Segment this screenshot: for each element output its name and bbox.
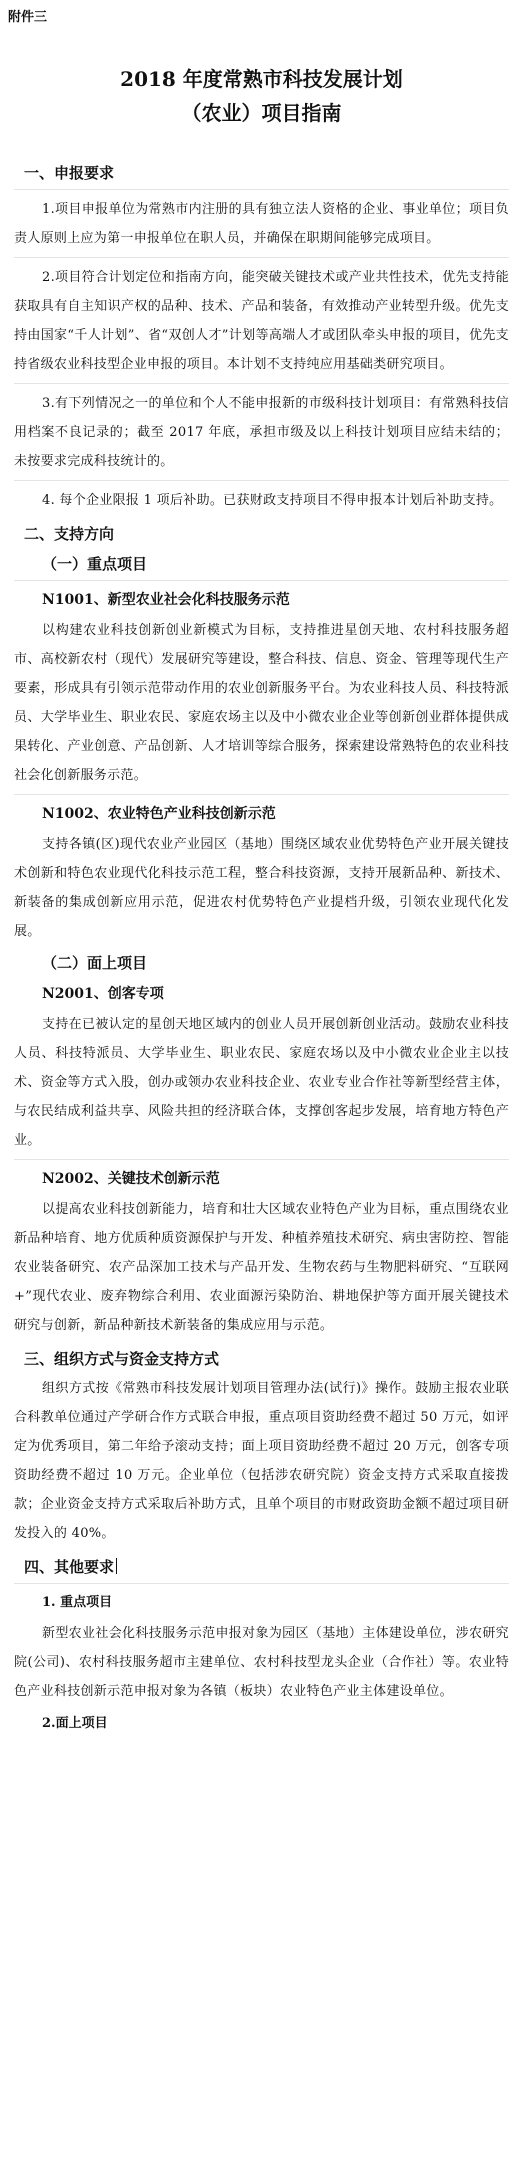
attachment-label: 附件三 <box>8 10 48 25</box>
subheading-key-projects: （一）重点项目 <box>42 555 148 573</box>
paragraph-req-2: 2.项目符合计划定位和指南方向，能突破关键技术或产业共性技术，优先支持能获取具有自主知识产权的品种、技术、产品和装备，有效推动产业转型升级。优先支持由国家“千人计划”、省“双创人才”计划等高端人才或团队牵头申报的项目，优先支持省级农业科技型企业申报的项目。本计划不支持纯应用基础类研究项目。 <box>14 270 509 372</box>
document-subtitle: （农业）项目指南 <box>181 101 342 125</box>
paragraph-n2001: 支持在已被认定的星创天地区域内的创业人员开展创新创业活动。鼓励农业科技人员、科技特派员、大学毕业生、职业农民、家庭农场以及中小微农业企业主以技术、资金等方式入股，创办或领办农业科技企业、农业专业合作社等新型经营主体，与农民结成利益共享、风险共担的经济联合体，支撑创客起步发展，培育地方特色产业。 <box>14 1017 509 1148</box>
divider <box>14 580 509 581</box>
divider <box>14 1583 509 1584</box>
section-heading-text: 四、其他要求 <box>24 1558 115 1576</box>
paragraph-req-3: 3.有下列情况之一的单位和个人不能申报新的市级科技计划项目：有常熟科技信用档案不良记录的；截至 2017 年底，承担市级及以上科技计划项目应结未结的；未按要求完成科技统计的。 <box>14 396 509 469</box>
subheading-general-projects: （二）面上项目 <box>42 954 148 972</box>
item-code-n1002: N1002、农业特色产业科技创新示范 <box>42 806 276 822</box>
paragraph-req-4: 4. 每个企业限报 1 项后补助。已获财政支持项目不得申报本计划后补助支持。 <box>42 493 503 508</box>
paragraph-n1001: 以构建农业科技创新创业新模式为目标，支持推进星创天地、农村科技服务超市、高校新农村（现代）发展研究等建设，整合科技、信息、资金、管理等现代生产要素，形成具有引领示范带动作用的农业创新服务平台。为农业科技人员、科技特派员、大学毕业生、职业农民、家庭农场主以及中小微农业企业等创新创业群体提供成果转化、产业创意、产品创新、人才培训等综合服务，探索建设常熟特色的农业科技社会化创新服务示范。 <box>14 623 509 783</box>
paragraph-n1002: 支持各镇(区)现代农业产业园区（基地）围绕区域农业优势特色产业开展关键技术创新和特色农业现代化科技示范工程，整合科技资源，支持开展新品种、新技术、新装备的集成创新应用示范，促进农村优势特色产业提档升级，引领农业现代化发展。 <box>14 837 509 939</box>
paragraph-req-1: 1.项目申报单位为常熟市内注册的具有独立法人资格的企业、事业单位；项目负责人原则上应为第一申报单位在职人员，并确保在职期间能够完成项目。 <box>14 202 509 246</box>
divider <box>14 257 509 258</box>
divider <box>14 1159 509 1160</box>
divider <box>14 794 509 795</box>
paragraph-organization: 组织方式按《常熟市科技发展计划项目管理办法(试行)》操作。鼓励主报农业联合科教单位通过产学研合作方式联合申报，重点项目资助经费不超过 50 万元，如评定为优秀项目，第二年给予滚动支持；面上项目资助经费不超过 20 万元，创客专项资助经费不超过 10 万元。企业单位（包括涉农研究院）资金支持方式采取直接拨款；企业资金支持方式采取后补助方式，且单个项目的市财政资助金额不超过项目研发投入的 40%。 <box>14 1381 509 1541</box>
item-code-n2002: N2002、关键技术创新示范 <box>42 1171 220 1187</box>
divider <box>14 480 509 481</box>
subheading-key-project-req: 1. 重点项目 <box>42 1595 113 1610</box>
paragraph-n2002: 以提高农业科技创新能力，培育和壮大区域农业特色产业为目标，重点围绕农业新品种培育、地方优质种质资源保护与开发、种植养殖技术研究、病虫害防控、智能农业装备研究、农产品深加工技术与产品开发、生物农药与生物肥料研究、“互联网+”现代农业、废弃物综合利用、农业面源污染防治、耕地保护等方面开展关键技术研究与创新，新品种新技术新装备的集成应用与示范。 <box>14 1202 509 1333</box>
section-heading-organization: 三、组织方式与资金支持方式 <box>24 1350 220 1368</box>
text-cursor <box>116 1558 117 1574</box>
item-code-n1001: N1001、新型农业社会化科技服务示范 <box>42 592 290 608</box>
section-heading-requirements: 一、申报要求 <box>24 164 115 182</box>
item-code-n2001: N2001、创客专项 <box>42 986 164 1002</box>
document-title: 2018 年度常熟市科技发展计划 <box>120 67 403 91</box>
paragraph-key-project-req: 新型农业社会化科技服务示范申报对象为园区（基地）主体建设单位，涉农研究院(公司)、农村科技服务超市主建单位、农村科技型龙头企业（合作社）等。农业特色产业科技创新示范申报对象为各镇（板块）农业特色产业主体建设单位。 <box>14 1626 509 1699</box>
divider <box>14 383 509 384</box>
divider <box>14 189 509 190</box>
section-heading-directions: 二、支持方向 <box>24 525 115 543</box>
subheading-general-project-req: 2.面上项目 <box>42 1716 108 1731</box>
section-heading-other-requirements <box>24 1554 509 1580</box>
